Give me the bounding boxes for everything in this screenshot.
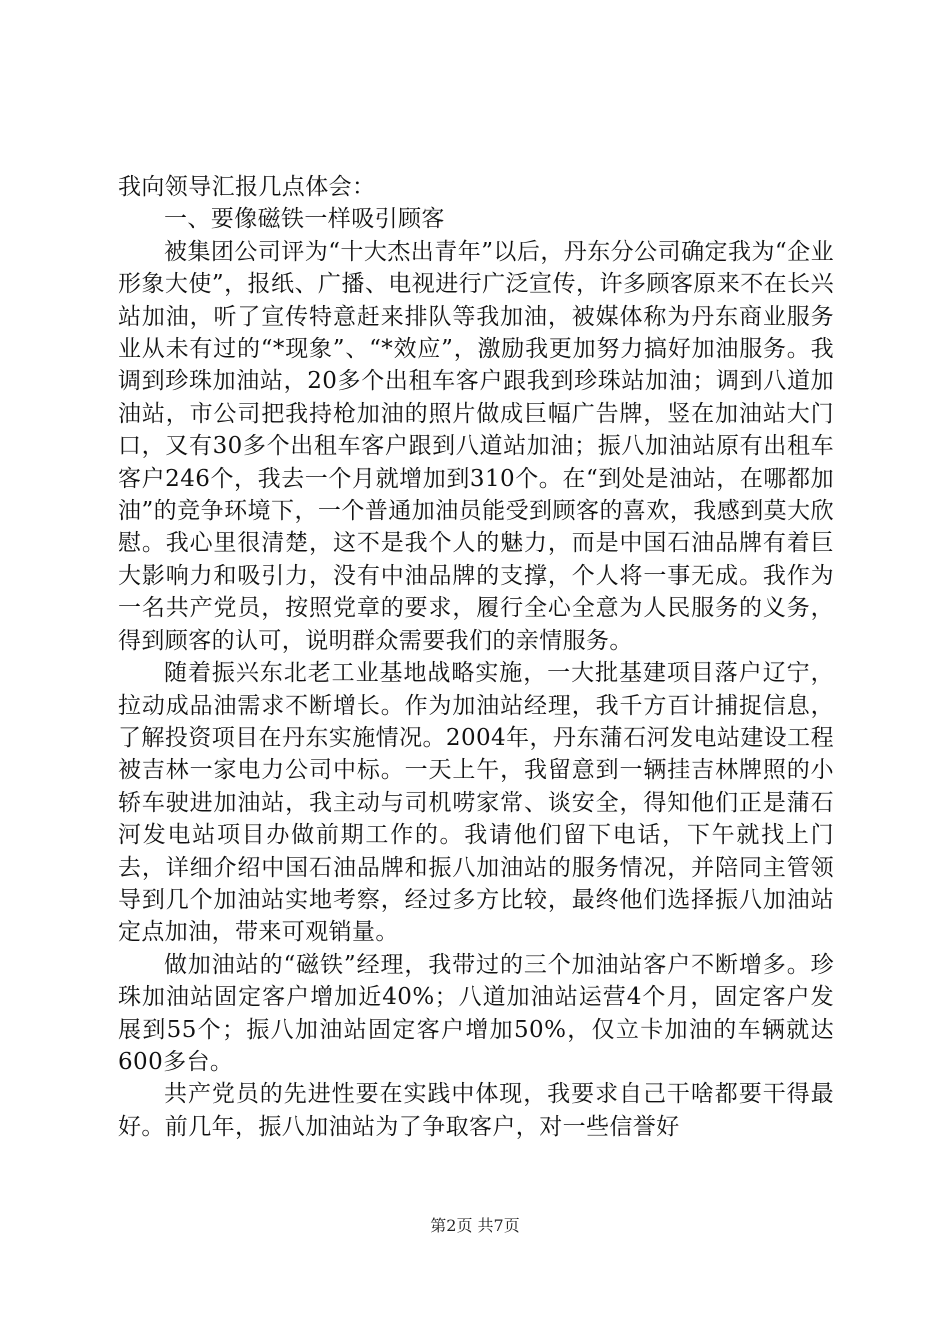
body-paragraph: 做加油站的“磁铁”经理，我带过的三个加油站客户不断增多。珍珠加油站固定客户增加近40%；八道加油站运营4个月，固定客户发展到55个；振八加油站固定客户增加50%，仅立卡加油的车辆就达600多台。 bbox=[118, 951, 834, 1075]
section-heading: 一、要像磁铁一样吸引顾客 bbox=[164, 206, 445, 233]
page-number-label: 第2页 共7页 bbox=[430, 1216, 520, 1235]
page-footer bbox=[0, 1216, 950, 1236]
body-paragraph: 共产党员的先进性要在实践中体现，我要求自己干啥都要干得最好。前几年，振八加油站为了争取客户，对一些信誉好 bbox=[118, 1081, 834, 1140]
body-paragraph: 随着振兴东北老工业基地战略实施，一大批基建项目落户辽宁，拉动成品油需求不断增长。作为加油站经理，我千方百计捕捉信息，了解投资项目在丹东实施情况。2004年，丹东蒲石河发电站建设工程被吉林一家电力公司中标。一天上午，我留意到一辆挂吉林牌照的小轿车驶进加油站，我主动与司机唠家常、谈安全，得知他们正是蒲石河发电站项目办做前期工作的。我请他们留下电话，下午就找上门去，详细介绍中国石油品牌和振八加油站的服务情况，并陪同主管领导到几个加油站实地考察，经过多方比较，最终他们选择振八加油站定点加油，带来可观销量。 bbox=[118, 660, 834, 946]
document-body bbox=[118, 171, 834, 1143]
body-paragraph: 被集团公司评为“十大杰出青年”以后，丹东分公司确定我为“企业形象大使”，报纸、广播、电视进行广泛宣传，许多顾客原来不在长兴站加油，听了宣传特意赶来排队等我加油，被媒体称为丹东商业服务业从未有过的“*现象”、“*效应”，激励我更加努力搞好加油服务。我调到珍珠加油站，20多个出租车客户跟我到珍珠站加油；调到八道加油站，市公司把我持枪加油的照片做成巨幅广告牌，竖在加油站大门口，又有30多个出租车客户跟到八道站加油；振八加油站原有出租车客户246个，我去一个月就增加到310个。在“到处是油站，在哪都加油”的竞争环境下，一个普通加油员能受到顾客的喜欢，我感到莫大欣慰。我心里很清楚，这不是我个人的魅力，而是中国石油品牌有着巨大影响力和吸引力，没有中油品牌的支撑，个人将一事无成。我作为一名共产党员，按照党章的要求，履行全心全意为人民服务的义务，得到顾客的认可，说明群众需要我们的亲情服务。 bbox=[118, 238, 834, 654]
intro-paragraph: 我向领导汇报几点体会： bbox=[118, 174, 376, 200]
